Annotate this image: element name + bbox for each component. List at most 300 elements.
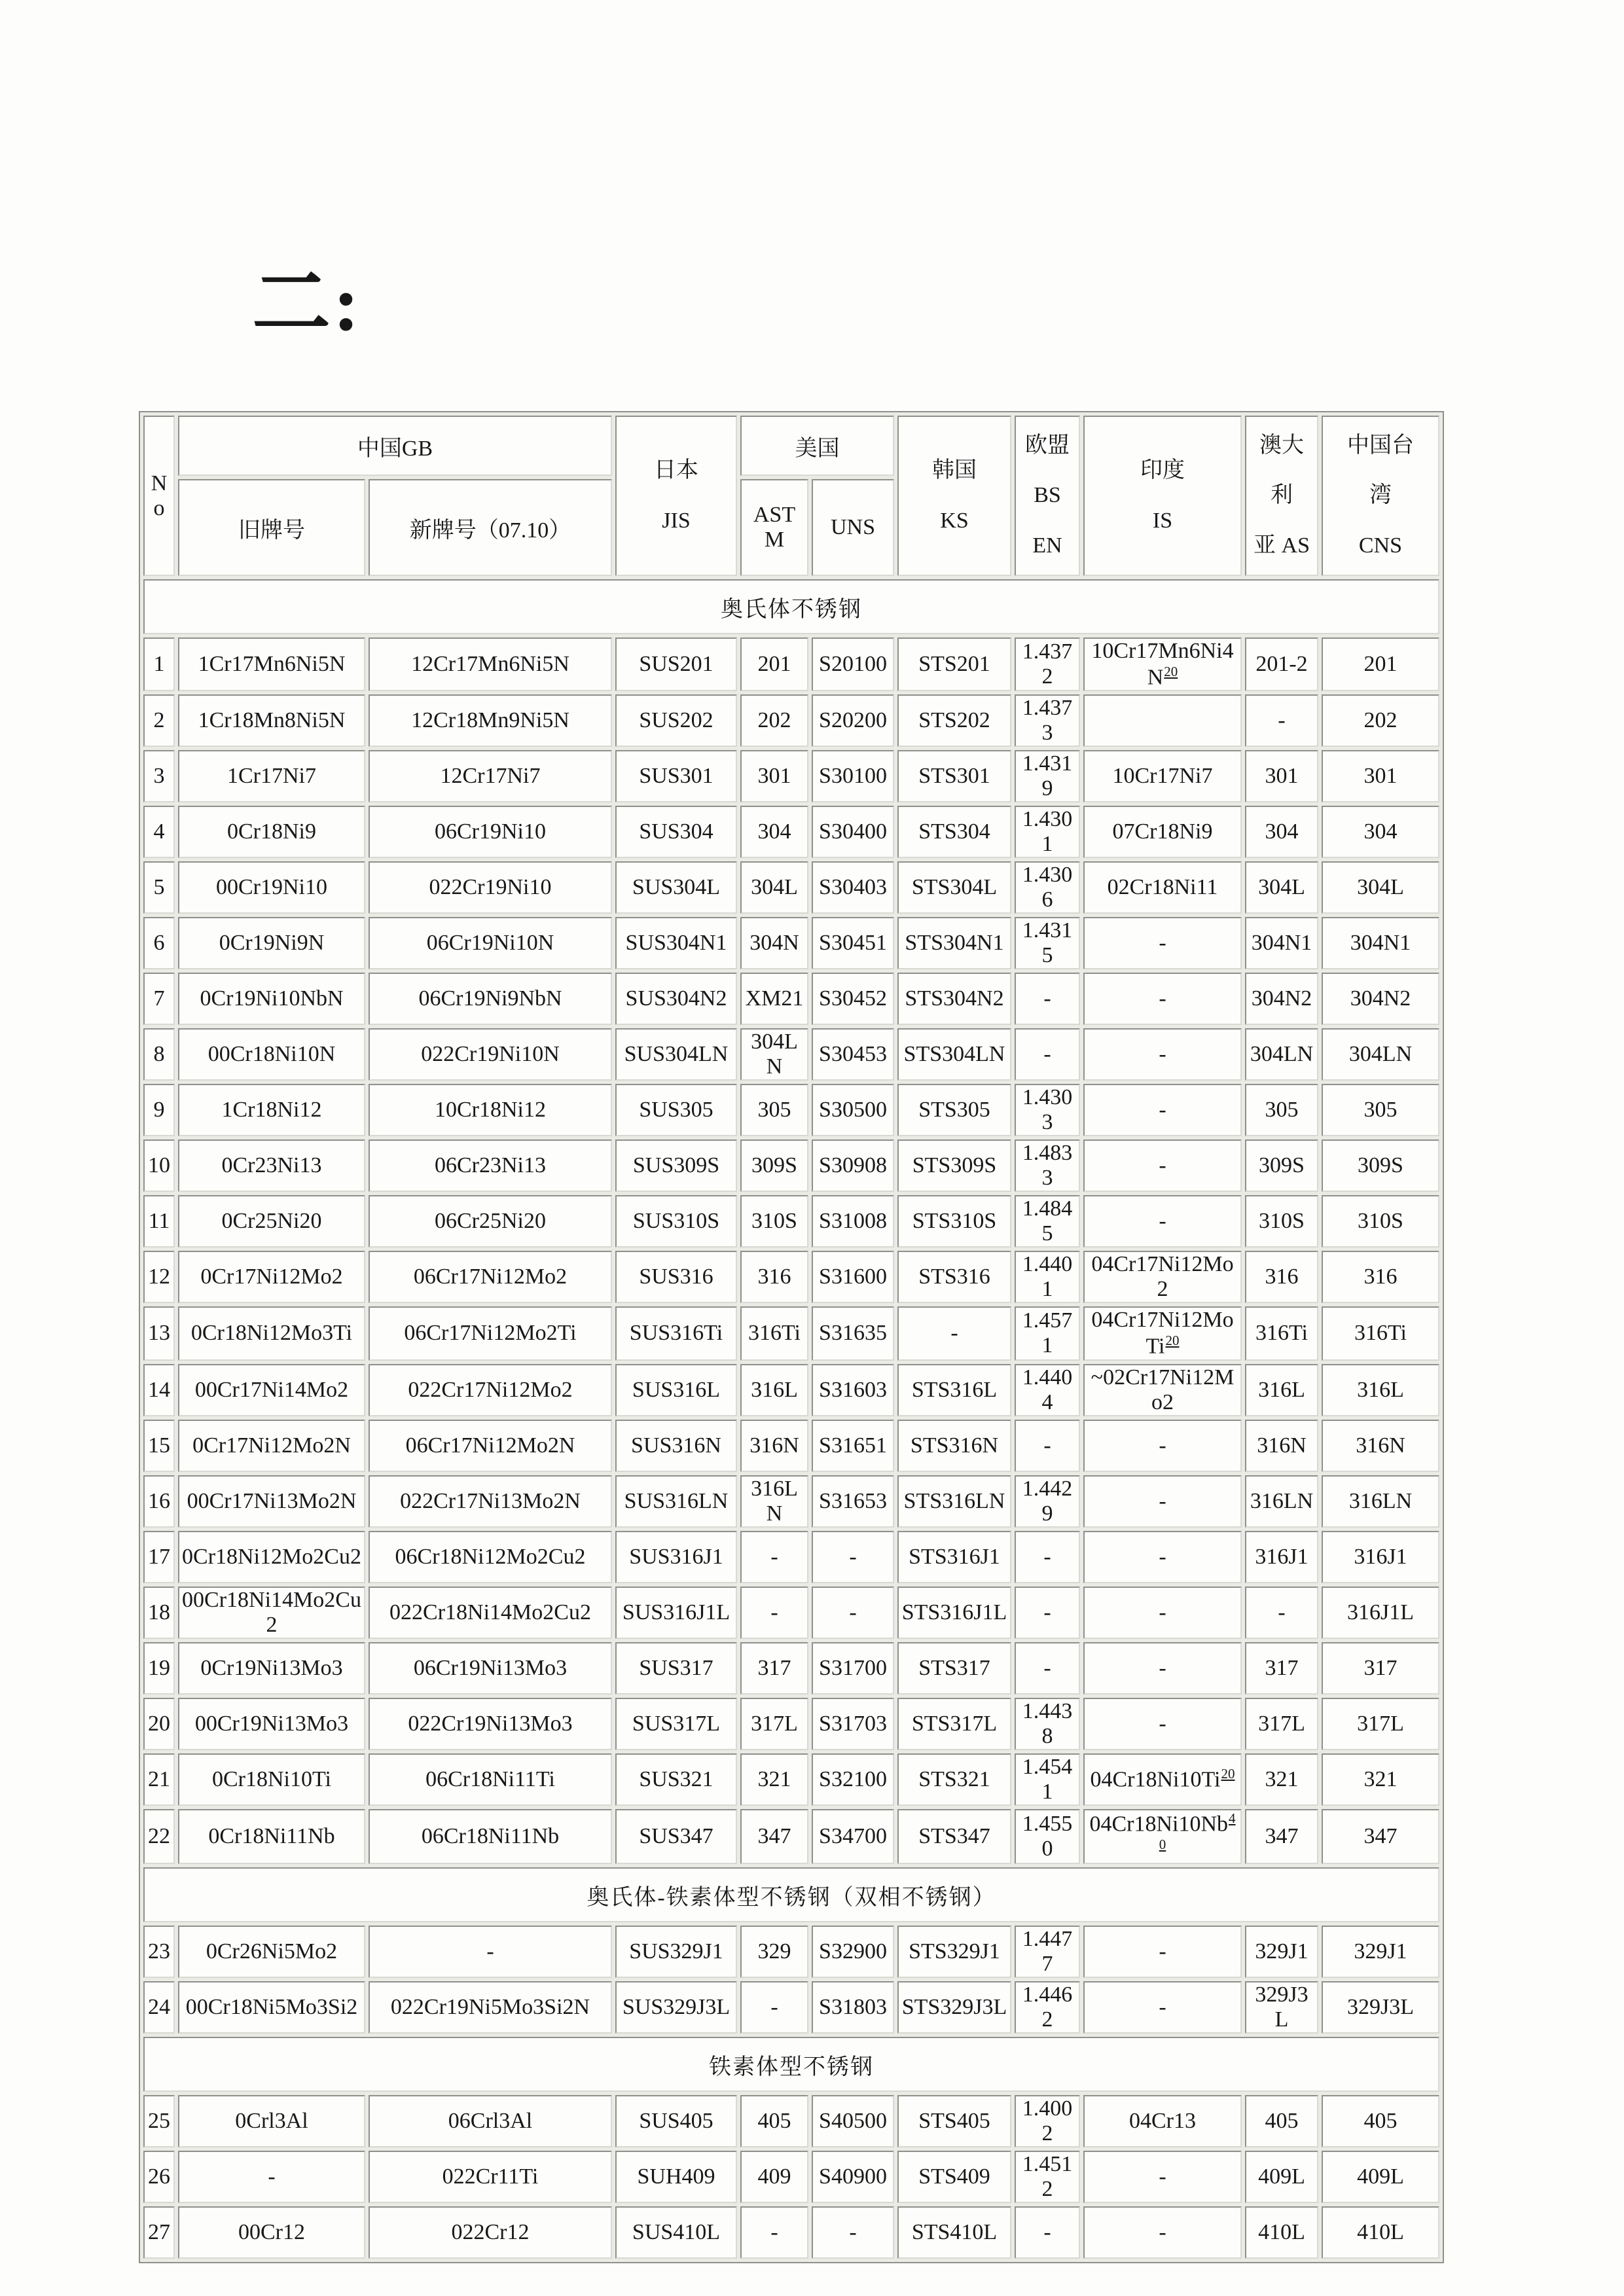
cell-as: 329J1 (1245, 1926, 1318, 1978)
cell-as: 316L (1245, 1364, 1318, 1416)
cell-cns: 347 (1322, 1809, 1439, 1865)
cell-jis: SUS316LN (615, 1475, 737, 1528)
cell-gb-old: 00Cr18Ni14Mo2Cu2 (178, 1587, 365, 1639)
cell-is: - (1083, 1195, 1242, 1247)
cell-jis: SUS316N (615, 1420, 737, 1472)
cell-gb-new: 06Cr17Ni12Mo2 (369, 1251, 612, 1303)
cell-uns: S30453 (812, 1028, 894, 1081)
cell-ks: STS316L (897, 1364, 1011, 1416)
cell-astm: 317 (740, 1642, 808, 1695)
cell-bs-en: 1.4303 (1015, 1084, 1080, 1136)
cell-bs-en: - (1015, 1587, 1080, 1639)
cell-gb-old: 00Cr18Ni5Mo3Si2 (178, 1981, 365, 2034)
cell-gb-old: 0Cr17Ni12Mo2N (178, 1420, 365, 1472)
cell-uns: S30403 (812, 861, 894, 914)
cell-jis: SUS317 (615, 1642, 737, 1695)
cell-jis: SUS405 (615, 2095, 737, 2147)
cell-bs-en: - (1015, 1028, 1080, 1081)
header-uns: UNS (812, 479, 894, 576)
cell-uns: S20200 (812, 694, 894, 747)
cell-ks: STS305 (897, 1084, 1011, 1136)
cell-gb-new: 10Cr18Ni12 (369, 1084, 612, 1136)
cell-ks: STS409 (897, 2151, 1011, 2203)
cell-gb-old: 0Cr18Ni9 (178, 806, 365, 858)
cell-uns: S32900 (812, 1926, 894, 1978)
cell-no: 20 (143, 1698, 175, 1750)
cell-as: 304 (1245, 806, 1318, 858)
table-row (143, 973, 1439, 1025)
cell-astm: - (740, 2206, 808, 2259)
header-japan-jis: 日本 JIS (615, 416, 737, 576)
table-row (143, 1587, 1439, 1639)
cell-gb-old: 00Cr17Ni14Mo2 (178, 1364, 365, 1416)
cell-jis: SUS201 (615, 637, 737, 691)
cell-astm: 304L (740, 861, 808, 914)
cell-no: 19 (143, 1642, 175, 1695)
cell-gb-new: 022Cr19Ni5Mo3Si2N (369, 1981, 612, 2034)
cell-as: - (1245, 1587, 1318, 1639)
cell-ks: STS304N1 (897, 917, 1011, 969)
page-title: 二: (252, 260, 362, 347)
cell-jis: SUS317L (615, 1698, 737, 1750)
table-row (143, 637, 1439, 691)
cell-as: 329J3L (1245, 1981, 1318, 2034)
table-row (143, 1364, 1439, 1416)
cell-as: - (1245, 694, 1318, 747)
cell-jis: SUS410L (615, 2206, 737, 2259)
cell-uns: S31803 (812, 1981, 894, 2034)
cell-gb-new: - (369, 1926, 612, 1978)
cell-ks: STS329J1 (897, 1926, 1011, 1978)
cell-is: - (1083, 1420, 1242, 1472)
cell-uns: - (812, 1531, 894, 1583)
cell-cns: 316J1 (1322, 1531, 1439, 1583)
table-row (143, 1195, 1439, 1247)
table-row (143, 1420, 1439, 1472)
cell-cns: 317 (1322, 1642, 1439, 1695)
cell-ks: STS347 (897, 1809, 1011, 1865)
table-row (143, 750, 1439, 802)
cell-bs-en: 1.4550 (1015, 1809, 1080, 1865)
cell-uns: S31603 (812, 1364, 894, 1416)
cell-cns: 316Ti (1322, 1306, 1439, 1360)
cell-as: 316N (1245, 1420, 1318, 1472)
cell-astm: 409 (740, 2151, 808, 2203)
header-new-grade: 新牌号（07.10） (369, 479, 612, 576)
cell-as: 304LN (1245, 1028, 1318, 1081)
cell-is: - (1083, 2206, 1242, 2259)
cell-uns: - (812, 1587, 894, 1639)
cell-ks: - (897, 1306, 1011, 1360)
cell-as: 317 (1245, 1642, 1318, 1695)
cell-bs-en: 1.4438 (1015, 1698, 1080, 1750)
cell-cns: 316J1L (1322, 1587, 1439, 1639)
table-row (143, 1306, 1439, 1360)
cell-cns: 304N1 (1322, 917, 1439, 969)
table-row (143, 1926, 1439, 1978)
cell-gb-new: 022Cr12 (369, 2206, 612, 2259)
cell-bs-en: 1.4429 (1015, 1475, 1080, 1528)
cell-gb-old: 0Cr19Ni9N (178, 917, 365, 969)
cell-bs-en: - (1015, 973, 1080, 1025)
footnote-ref[interactable]: 40 (1159, 1810, 1236, 1852)
cell-astm: - (740, 1981, 808, 2034)
cell-bs-en: 1.4571 (1015, 1306, 1080, 1360)
table-row (143, 694, 1439, 747)
cell-gb-new: 022Cr19Ni10 (369, 861, 612, 914)
cell-ks: STS317L (897, 1698, 1011, 1750)
table-row (143, 1531, 1439, 1583)
cell-gb-old: 0Cr26Ni5Mo2 (178, 1926, 365, 1978)
cell-cns: 202 (1322, 694, 1439, 747)
header-india-is: 印度 IS (1083, 416, 1242, 576)
cell-cns: 317L (1322, 1698, 1439, 1750)
cell-gb-old: 0Cr23Ni13 (178, 1139, 365, 1192)
cell-is: 10Cr17Ni7 (1083, 750, 1242, 802)
cell-uns: S31651 (812, 1420, 894, 1472)
footnote-ref[interactable]: 20 (1221, 1766, 1235, 1782)
cell-is: - (1083, 2151, 1242, 2203)
cell-bs-en: - (1015, 1642, 1080, 1695)
cell-gb-old: 00Cr17Ni13Mo2N (178, 1475, 365, 1528)
cell-is: - (1083, 1084, 1242, 1136)
cell-ks: STS316N (897, 1420, 1011, 1472)
cell-jis: SUS316J1 (615, 1531, 737, 1583)
table-row (143, 1139, 1439, 1192)
cell-bs-en: 1.4833 (1015, 1139, 1080, 1192)
cell-as: 410L (1245, 2206, 1318, 2259)
cell-no: 24 (143, 1981, 175, 2034)
cell-uns: - (812, 2206, 894, 2259)
table-row (143, 806, 1439, 858)
cell-jis: SUS309S (615, 1139, 737, 1192)
cell-is: - (1083, 1475, 1242, 1528)
cell-jis: SUS301 (615, 750, 737, 802)
steel-grade-table-wrapper (139, 411, 1444, 2263)
cell-ks: STS304N2 (897, 973, 1011, 1025)
cell-as: 409L (1245, 2151, 1318, 2203)
cell-gb-new: 06Cr25Ni20 (369, 1195, 612, 1247)
cell-uns: S32100 (812, 1753, 894, 1806)
cell-jis: SUS321 (615, 1753, 737, 1806)
table-row (143, 1084, 1439, 1136)
footnote-ref[interactable]: 20 (1164, 664, 1178, 679)
cell-gb-old: 0Cr18Ni12Mo3Ti (178, 1306, 365, 1360)
cell-astm: 329 (740, 1926, 808, 1978)
header-australia-as: 澳大利 亚 AS (1245, 416, 1318, 576)
cell-astm: 317L (740, 1698, 808, 1750)
cell-as: 309S (1245, 1139, 1318, 1192)
cell-as: 316J1 (1245, 1531, 1318, 1583)
cell-bs-en: 1.4401 (1015, 1251, 1080, 1303)
cell-jis: SUS316L (615, 1364, 737, 1416)
cell-astm: XM21 (740, 973, 808, 1025)
cell-jis: SUS304N2 (615, 973, 737, 1025)
cell-no: 22 (143, 1809, 175, 1865)
cell-bs-en: 1.4306 (1015, 861, 1080, 914)
cell-no: 5 (143, 861, 175, 914)
table-row (143, 1475, 1439, 1528)
cell-is: 02Cr18Ni11 (1083, 861, 1242, 914)
cell-astm: 316L (740, 1364, 808, 1416)
cell-ks: STS310S (897, 1195, 1011, 1247)
cell-cns: 316 (1322, 1251, 1439, 1303)
cell-no: 4 (143, 806, 175, 858)
cell-cns: 316LN (1322, 1475, 1439, 1528)
cell-ks: STS317 (897, 1642, 1011, 1695)
cell-gb-new: 06Cr23Ni13 (369, 1139, 612, 1192)
cell-jis: SUS304LN (615, 1028, 737, 1081)
cell-gb-old: 1Cr17Mn6Ni5N (178, 637, 365, 691)
header-usa: 美国 (740, 416, 894, 476)
cell-bs-en: 1.4315 (1015, 917, 1080, 969)
cell-uns: S30400 (812, 806, 894, 858)
cell-no: 3 (143, 750, 175, 802)
cell-gb-new: 06Cr19Ni10 (369, 806, 612, 858)
cell-jis: SUS329J3L (615, 1981, 737, 2034)
cell-gb-new: 06Cr17Ni12Mo2N (369, 1420, 612, 1472)
cell-gb-old: 00Cr18Ni10N (178, 1028, 365, 1081)
cell-bs-en: 1.4477 (1015, 1926, 1080, 1978)
cell-as: 316Ti (1245, 1306, 1318, 1360)
cell-gb-old: 00Cr19Ni13Mo3 (178, 1698, 365, 1750)
header-korea-ks: 韩国 KS (897, 416, 1011, 576)
cell-astm: 405 (740, 2095, 808, 2147)
cell-no: 15 (143, 1420, 175, 1472)
cell-gb-old: 0Crl3Al (178, 2095, 365, 2147)
cell-no: 6 (143, 917, 175, 969)
cell-bs-en: 1.4373 (1015, 694, 1080, 747)
cell-is: - (1083, 1698, 1242, 1750)
cell-jis: SUS304N1 (615, 917, 737, 969)
cell-jis: SUS347 (615, 1809, 737, 1865)
cell-no: 2 (143, 694, 175, 747)
table-body (143, 579, 1439, 2259)
cell-ks: STS201 (897, 637, 1011, 691)
cell-ks: STS316 (897, 1251, 1011, 1303)
header-china-gb: 中国GB (178, 416, 612, 476)
cell-astm: 316N (740, 1420, 808, 1472)
cell-gb-old: 0Cr18Ni12Mo2Cu2 (178, 1531, 365, 1583)
footnote-ref[interactable]: 20 (1165, 1333, 1180, 1349)
table-row (143, 2151, 1439, 2203)
table-row (143, 1981, 1439, 2034)
cell-jis: SUS316Ti (615, 1306, 737, 1360)
header-no: No (143, 416, 175, 576)
cell-bs-en: 1.4319 (1015, 750, 1080, 802)
cell-gb-old: 0Cr19Ni13Mo3 (178, 1642, 365, 1695)
steel-grade-cross-reference-table (139, 411, 1444, 2263)
cell-ks: STS321 (897, 1753, 1011, 1806)
cell-gb-new: 12Cr17Mn6Ni5N (369, 637, 612, 691)
cell-no: 10 (143, 1139, 175, 1192)
table-header (143, 416, 1439, 576)
header-taiwan-cns: 中国台 湾 CNS (1322, 416, 1439, 576)
cell-no: 7 (143, 973, 175, 1025)
cell-as: 317L (1245, 1698, 1318, 1750)
cell-gb-new: 022Cr17Ni12Mo2 (369, 1364, 612, 1416)
cell-gb-new: 12Cr17Ni7 (369, 750, 612, 802)
cell-cns: 305 (1322, 1084, 1439, 1136)
section-header-row (143, 579, 1439, 634)
cell-no: 26 (143, 2151, 175, 2203)
cell-cns: 405 (1322, 2095, 1439, 2147)
cell-bs-en: 1.4301 (1015, 806, 1080, 858)
table-row (143, 917, 1439, 969)
cell-ks: STS329J3L (897, 1981, 1011, 2034)
cell-no: 27 (143, 2206, 175, 2259)
cell-is: 04Cr17Ni12Mo2 (1083, 1251, 1242, 1303)
header-row-top (143, 416, 1439, 476)
cell-gb-new: 06Cr18Ni11Nb (369, 1809, 612, 1865)
cell-is: 04Cr17Ni12MoTi$^{20}$ (1083, 1306, 1242, 1360)
cell-no: 11 (143, 1195, 175, 1247)
cell-no: 8 (143, 1028, 175, 1081)
cell-as: 347 (1245, 1809, 1318, 1865)
cell-jis: SUS304 (615, 806, 737, 858)
cell-astm: - (740, 1531, 808, 1583)
cell-gb-old: 0Cr19Ni10NbN (178, 973, 365, 1025)
cell-as: 304N1 (1245, 917, 1318, 969)
cell-as: 316LN (1245, 1475, 1318, 1528)
cell-cns: 316L (1322, 1364, 1439, 1416)
cell-jis: SUS310S (615, 1195, 737, 1247)
cell-no: 23 (143, 1926, 175, 1978)
section-title: 铁素体型不锈钢 (143, 2037, 1439, 2092)
cell-gb-new: 022Cr18Ni14Mo2Cu2 (369, 1587, 612, 1639)
cell-ks: STS316LN (897, 1475, 1011, 1528)
cell-astm: 316Ti (740, 1306, 808, 1360)
cell-no: 21 (143, 1753, 175, 1806)
cell-no: 9 (143, 1084, 175, 1136)
cell-ks: STS304 (897, 806, 1011, 858)
cell-bs-en: 1.4845 (1015, 1195, 1080, 1247)
cell-cns: 321 (1322, 1753, 1439, 1806)
cell-no: 18 (143, 1587, 175, 1639)
cell-no: 12 (143, 1251, 175, 1303)
cell-uns: S40500 (812, 2095, 894, 2147)
cell-cns: 329J3L (1322, 1981, 1439, 2034)
cell-is: 07Cr18Ni9 (1083, 806, 1242, 858)
cell-ks: STS304L (897, 861, 1011, 914)
cell-uns: S31653 (812, 1475, 894, 1528)
cell-bs-en: - (1015, 1531, 1080, 1583)
cell-as: 405 (1245, 2095, 1318, 2147)
cell-ks: STS316J1 (897, 1531, 1011, 1583)
cell-ks: STS309S (897, 1139, 1011, 1192)
cell-bs-en: 1.4512 (1015, 2151, 1080, 2203)
table-row (143, 1698, 1439, 1750)
cell-astm: 321 (740, 1753, 808, 1806)
cell-ks: STS410L (897, 2206, 1011, 2259)
cell-gb-new: 06Crl3Al (369, 2095, 612, 2147)
cell-astm: 304 (740, 806, 808, 858)
cell-cns: 310S (1322, 1195, 1439, 1247)
cell-jis: SUS305 (615, 1084, 737, 1136)
cell-bs-en: 1.4462 (1015, 1981, 1080, 2034)
cell-gb-old: 00Cr19Ni10 (178, 861, 365, 914)
cell-gb-new: 12Cr18Mn9Ni5N (369, 694, 612, 747)
cell-is: - (1083, 1139, 1242, 1192)
cell-bs-en: - (1015, 1420, 1080, 1472)
cell-gb-old: 0Cr18Ni10Ti (178, 1753, 365, 1806)
cell-ks: STS405 (897, 2095, 1011, 2147)
cell-uns: S30500 (812, 1084, 894, 1136)
cell-jis: SUH409 (615, 2151, 737, 2203)
cell-astm: 301 (740, 750, 808, 802)
cell-astm: 316 (740, 1251, 808, 1303)
cell-jis: SUS304L (615, 861, 737, 914)
cell-gb-new: 06Cr17Ni12Mo2Ti (369, 1306, 612, 1360)
cell-astm: 201 (740, 637, 808, 691)
table-row (143, 2206, 1439, 2259)
cell-ks: STS301 (897, 750, 1011, 802)
cell-cns: 329J1 (1322, 1926, 1439, 1978)
table-row (143, 1753, 1439, 1806)
cell-is (1083, 694, 1242, 747)
cell-gb-old: 1Cr17Ni7 (178, 750, 365, 802)
section-title: 奥氏体-铁素体型不锈钢（双相不锈钢） (143, 1867, 1439, 1922)
cell-astm: 316LN (740, 1475, 808, 1528)
cell-gb-new: 022Cr17Ni13Mo2N (369, 1475, 612, 1528)
cell-cns: 304N2 (1322, 973, 1439, 1025)
table-row (143, 1642, 1439, 1695)
cell-gb-old: 1Cr18Mn8Ni5N (178, 694, 365, 747)
cell-uns: S30100 (812, 750, 894, 802)
cell-uns: S40900 (812, 2151, 894, 2203)
cell-cns: 304LN (1322, 1028, 1439, 1081)
cell-jis: SUS316J1L (615, 1587, 737, 1639)
cell-as: 201-2 (1245, 637, 1318, 691)
cell-astm: 202 (740, 694, 808, 747)
cell-bs-en: 1.4541 (1015, 1753, 1080, 1806)
cell-gb-old: - (178, 2151, 365, 2203)
cell-cns: 316N (1322, 1420, 1439, 1472)
cell-astm: 347 (740, 1809, 808, 1865)
cell-gb-new: 06Cr19Ni13Mo3 (369, 1642, 612, 1695)
cell-cns: 304L (1322, 861, 1439, 914)
cell-uns: S31635 (812, 1306, 894, 1360)
cell-gb-old: 0Cr17Ni12Mo2 (178, 1251, 365, 1303)
cell-as: 304L (1245, 861, 1318, 914)
cell-cns: 301 (1322, 750, 1439, 802)
cell-no: 25 (143, 2095, 175, 2147)
cell-gb-new: 022Cr11Ti (369, 2151, 612, 2203)
cell-astm: 304N (740, 917, 808, 969)
cell-uns: S31008 (812, 1195, 894, 1247)
cell-is: 04Cr13 (1083, 2095, 1242, 2147)
table-row (143, 1028, 1439, 1081)
cell-no: 17 (143, 1531, 175, 1583)
cell-uns: S30451 (812, 917, 894, 969)
cell-no: 14 (143, 1364, 175, 1416)
cell-astm: 310S (740, 1195, 808, 1247)
cell-uns: S30452 (812, 973, 894, 1025)
cell-gb-new: 06Cr18Ni12Mo2Cu2 (369, 1531, 612, 1583)
header-eu-bs-en: 欧盟 BS EN (1015, 416, 1080, 576)
cell-gb-new: 022Cr19Ni13Mo3 (369, 1698, 612, 1750)
cell-no: 16 (143, 1475, 175, 1528)
cell-as: 305 (1245, 1084, 1318, 1136)
cell-astm: 305 (740, 1084, 808, 1136)
cell-is: - (1083, 1028, 1242, 1081)
cell-is: - (1083, 1642, 1242, 1695)
cell-cns: 410L (1322, 2206, 1439, 2259)
table-row (143, 2095, 1439, 2147)
cell-astm: 309S (740, 1139, 808, 1192)
cell-cns: 409L (1322, 2151, 1439, 2203)
header-astm: ASTM (740, 479, 808, 576)
